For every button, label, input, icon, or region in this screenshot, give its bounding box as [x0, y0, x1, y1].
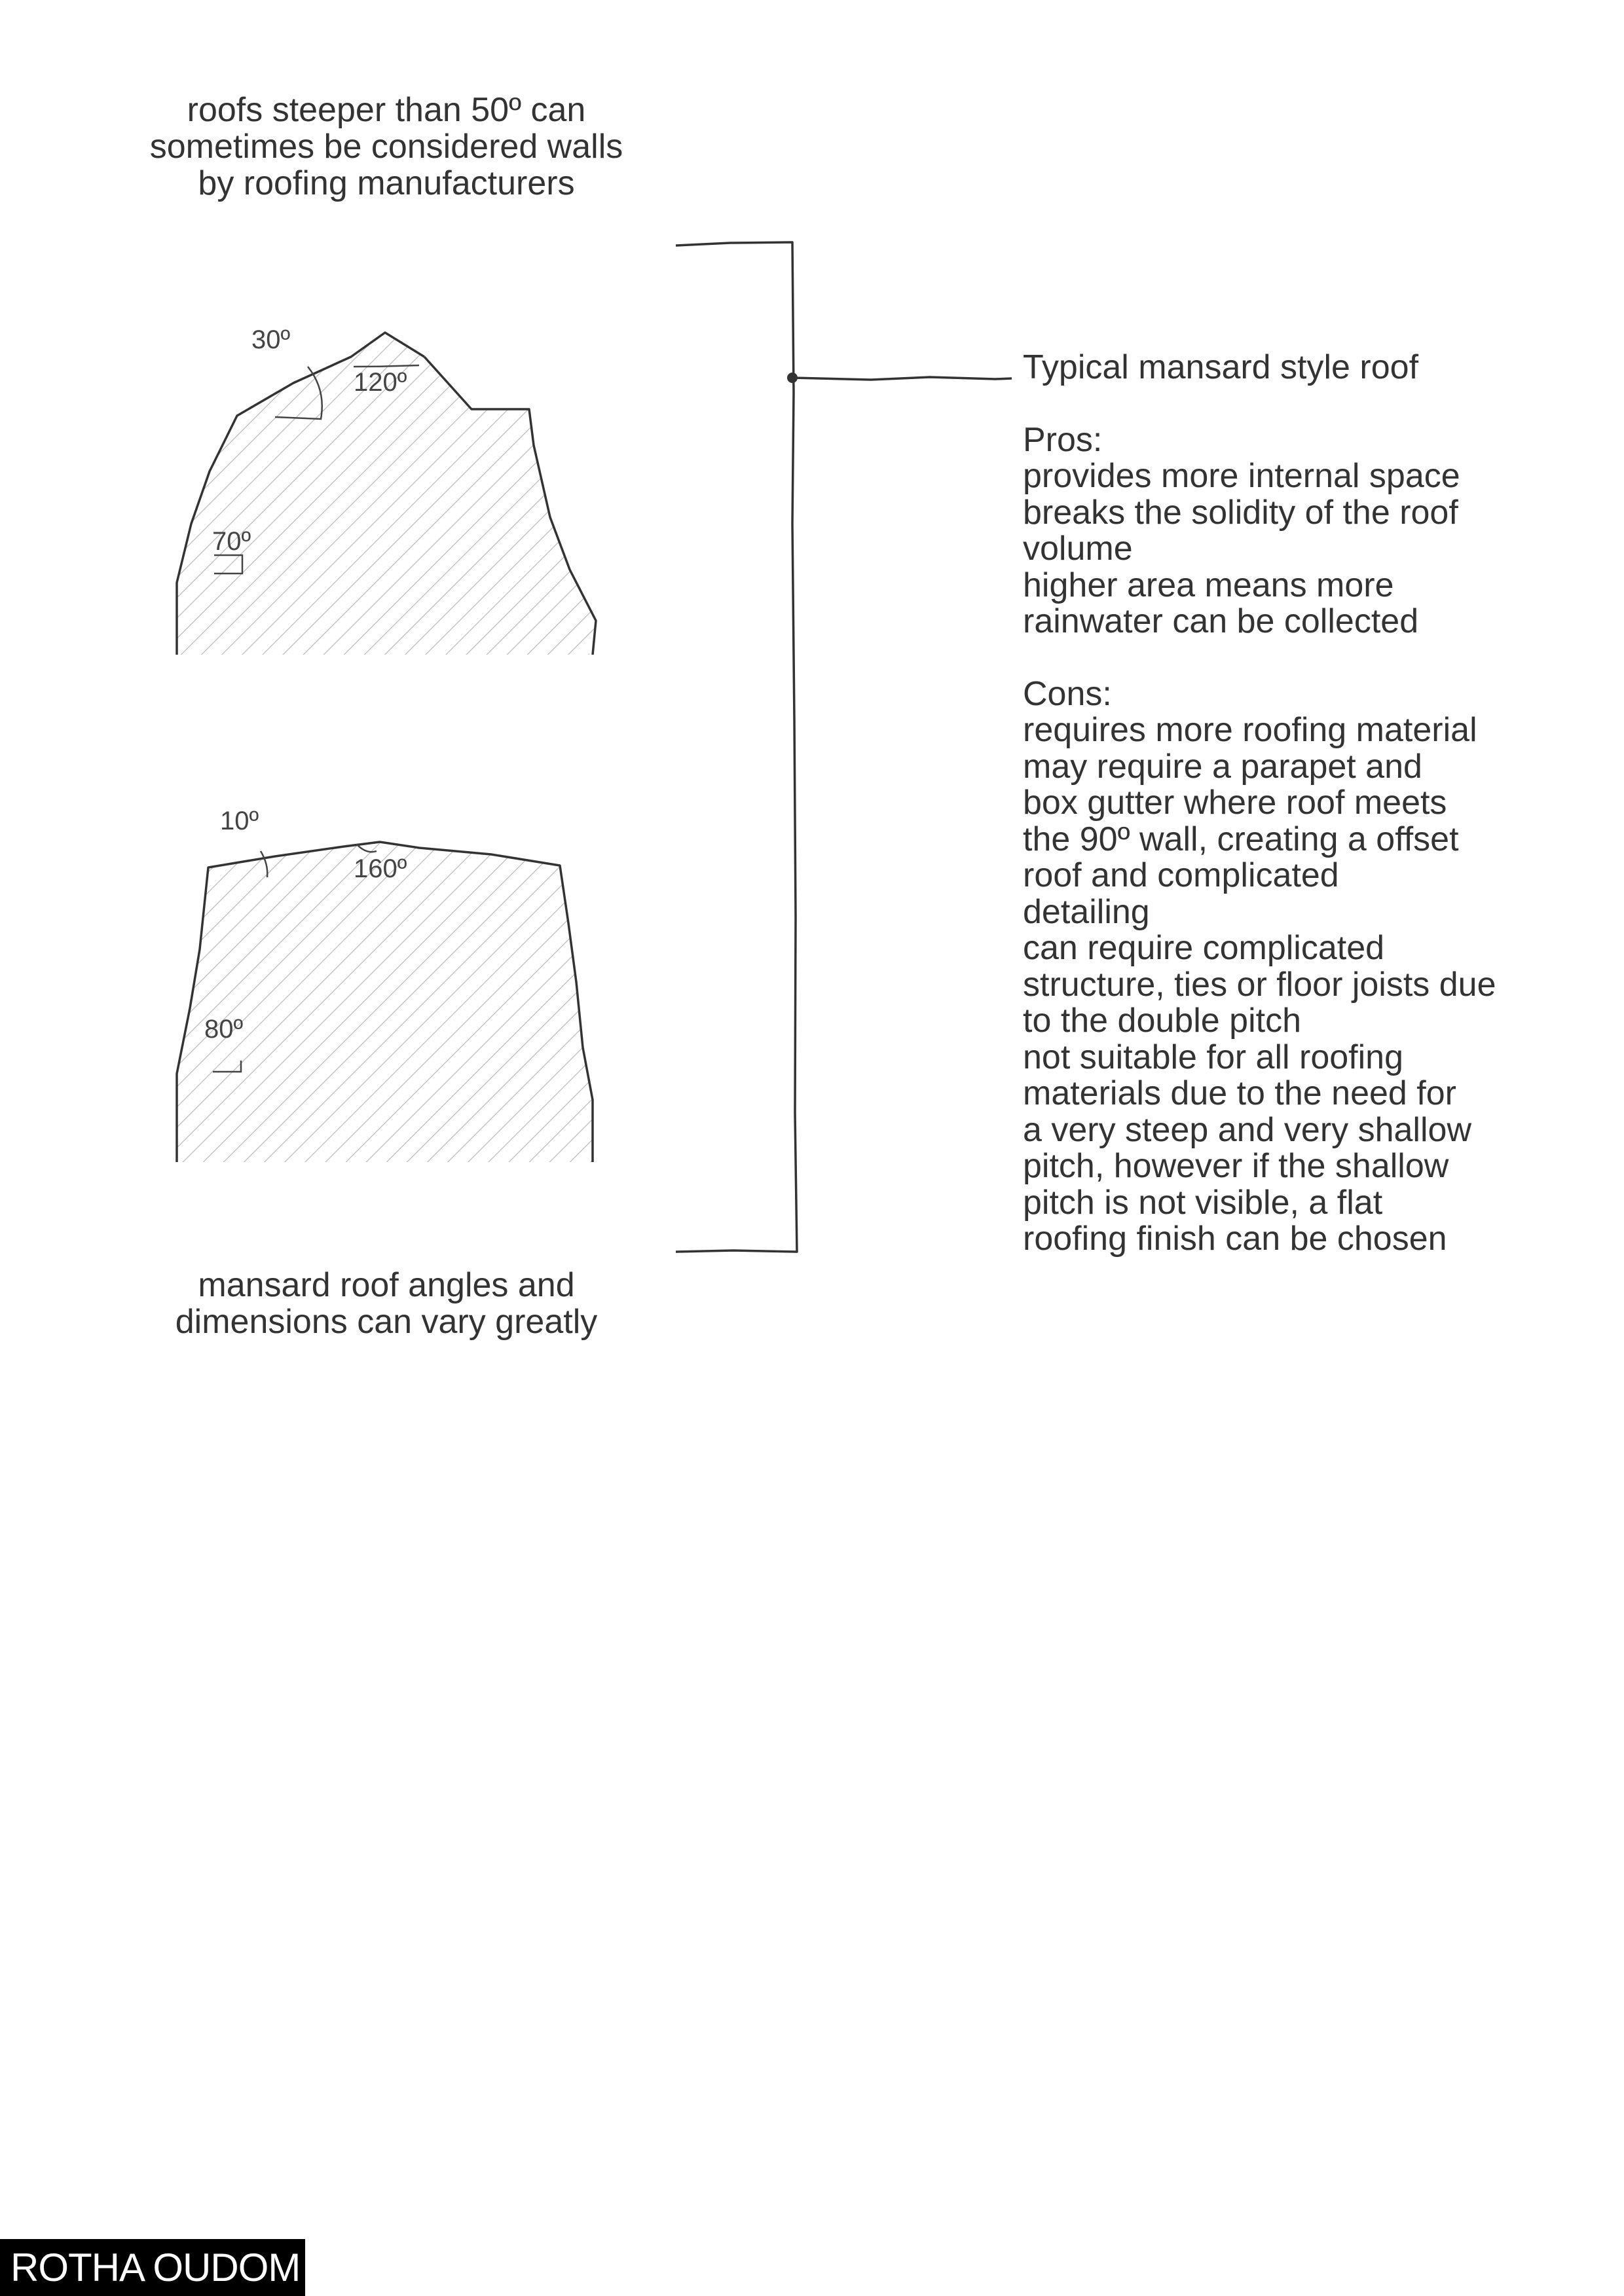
pros-item: breaks the solidity of the roof	[1023, 493, 1458, 532]
cons-item: detailing	[1023, 892, 1150, 931]
notes-spacer	[1023, 640, 1496, 676]
cons-item: box gutter where roof meets	[1023, 784, 1447, 822]
top-caption-line: roofs steeper than 50º can	[187, 91, 586, 129]
pros-heading: Pros:	[1023, 420, 1103, 459]
roof2-hatch	[170, 838, 602, 1162]
cons-item: roofing finish can be chosen	[1023, 1220, 1447, 1258]
cons-item: pitch is not visible, a flat	[1023, 1183, 1383, 1222]
bottom-caption-line: dimensions can vary greatly	[175, 1303, 598, 1341]
roof1-ridge-angle-label: 120º	[354, 368, 407, 397]
bottom-caption	[65, 1267, 707, 1340]
cons-item: pitch, however if the shallow	[1023, 1147, 1449, 1185]
roof2-side-angle-label: 80º	[204, 1015, 244, 1044]
group-bracket	[676, 242, 797, 1252]
roof2-ridge-angle-label: 160º	[354, 854, 407, 883]
pros-item: provides more internal space	[1023, 457, 1460, 495]
roof2-top-angle-label: 10º	[220, 807, 259, 835]
cons-item: a very steep and very shallow	[1023, 1110, 1472, 1149]
cons-item: to the double pitch	[1023, 1002, 1301, 1040]
top-caption-line: by roofing manufacturers	[198, 164, 575, 202]
cons-item: not suitable for all roofing	[1023, 1038, 1404, 1076]
roof1-top-angle-label: 30º	[251, 325, 291, 354]
leader-line	[792, 377, 1012, 380]
pros-item: higher area means more	[1023, 566, 1394, 604]
cons-item: structure, ties or floor joists due	[1023, 965, 1496, 1004]
cons-item: materials due to the need for	[1023, 1074, 1456, 1112]
cons-item: the 90º wall, creating a offset	[1023, 820, 1459, 858]
cons-heading: Cons:	[1023, 674, 1112, 713]
notes-title: Typical mansard style roof	[1023, 348, 1419, 386]
cons-item: requires more roofing material	[1023, 711, 1477, 749]
author-badge: ROTHA OUDOM	[0, 2239, 305, 2296]
pros-item: rainwater can be collected	[1023, 602, 1419, 640]
notes-panel	[1023, 350, 1496, 1258]
pros-item: volume	[1023, 530, 1133, 568]
cons-item: may require a parapet and	[1023, 747, 1422, 786]
cons-item: can require complicated	[1023, 929, 1385, 967]
notes-spacer	[1023, 386, 1496, 422]
top-caption	[65, 92, 707, 202]
top-caption-line: sometimes be considered walls	[149, 128, 623, 166]
bottom-caption-line: mansard roof angles and	[198, 1266, 575, 1304]
roof1-side-angle-label: 70º	[212, 527, 251, 556]
cons-item: roof and complicated	[1023, 856, 1339, 894]
